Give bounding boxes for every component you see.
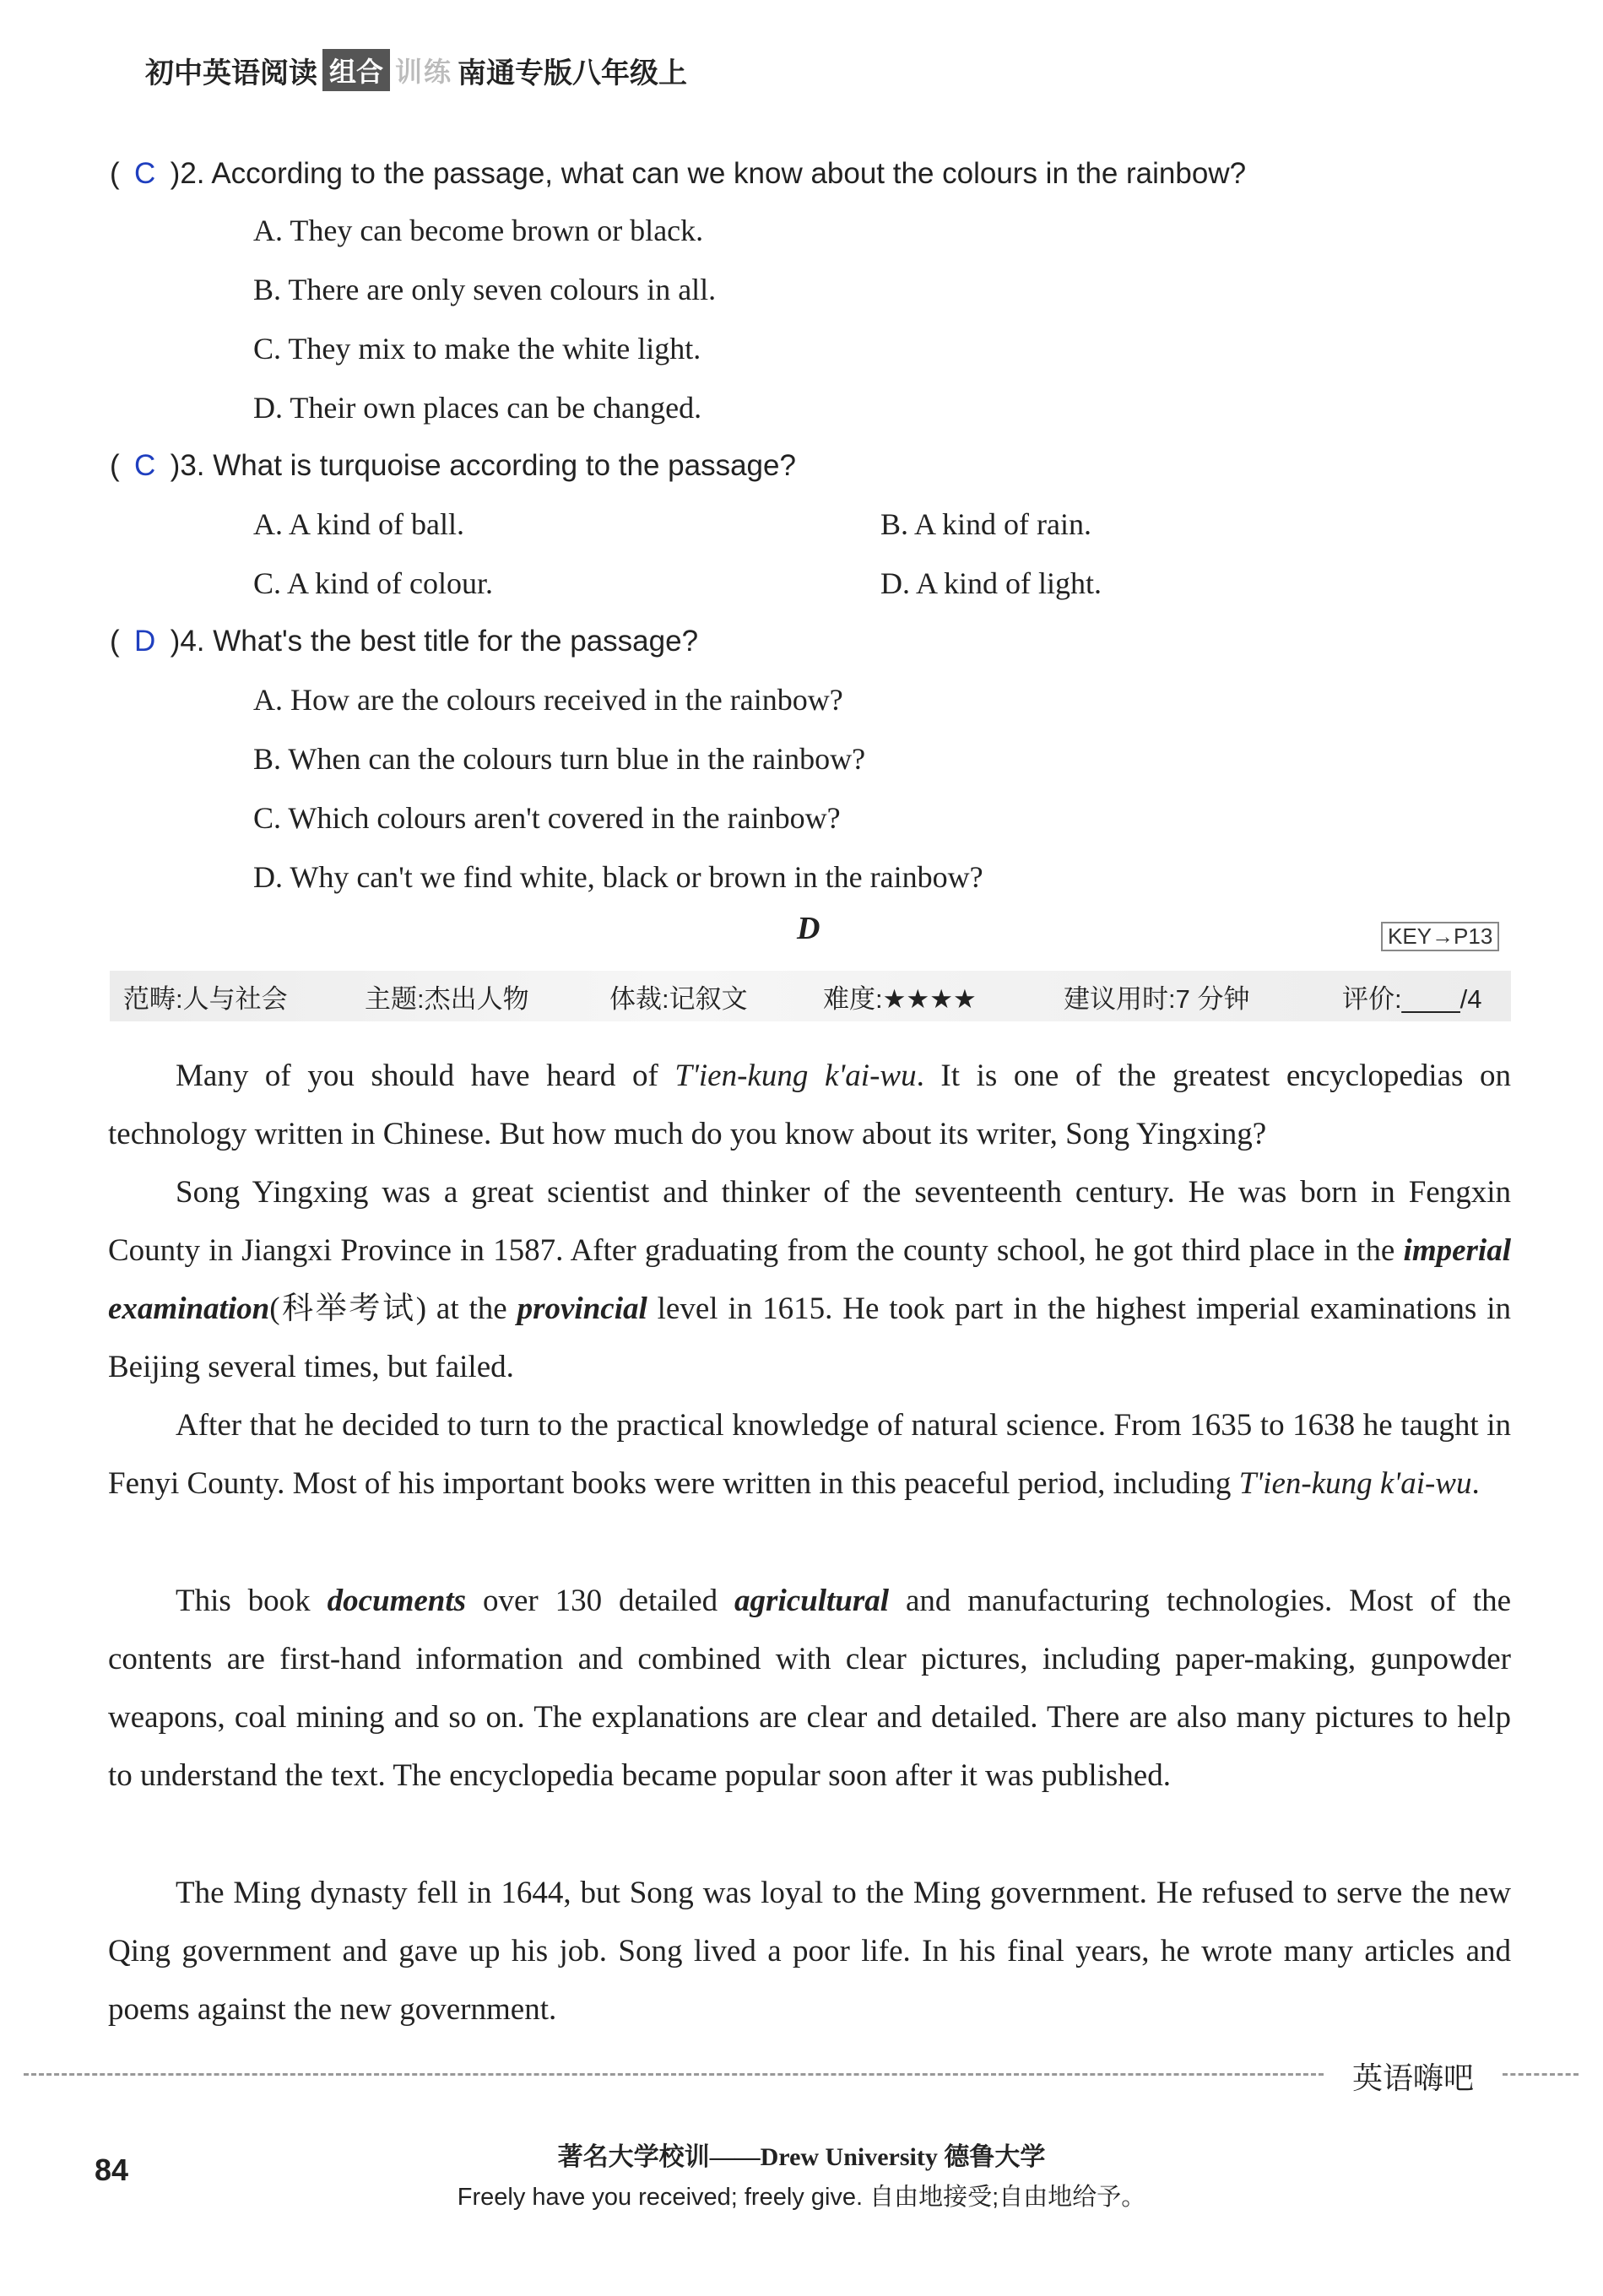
footer-divider-right: [1503, 2073, 1579, 2076]
question-3: ( C )3. What is turquoise according to the passage?: [110, 449, 796, 482]
info-genre: 体裁:记叙文: [609, 983, 748, 1014]
option-c: C. Which colours aren't covered in the rainbow?: [253, 801, 841, 835]
header-chip: 组合: [322, 49, 390, 91]
footer-divider: [24, 2073, 1324, 2076]
answer-mark: C: [134, 157, 156, 190]
answer-mark: D: [134, 625, 156, 658]
header-chip-faded: 训练: [395, 57, 453, 87]
passage-paragraph-5: The Ming dynasty fell in 1644, but Song was loyal to the Ming government. He refused to serve the new Qing government and gave up his job. Song lived a poor life. In his final years, he wrote many articles and poems against the new government.: [108, 1876, 1511, 2027]
book-title-italic: T'ien-kung k'ai-wu: [1238, 1466, 1472, 1501]
book-title-italic: T'ien-kung k'ai-wu: [674, 1059, 917, 1093]
edition-label: 南通专版八年级上: [458, 57, 688, 89]
page-number: 84: [95, 2152, 129, 2187]
question-stem: What is turquoise according to the passage?: [213, 449, 796, 482]
question-2: ( C )2. According to the passage, what can we know about the colours in the rainbow?: [110, 157, 1247, 190]
info-score: 评价:____/4: [1342, 983, 1482, 1014]
option-b: B. When can the colours turn blue in the rainbow?: [253, 742, 866, 776]
option-a: A. How are the colours received in the rainbow?: [253, 683, 843, 717]
keyword-imperial-examination: imperial examination: [108, 1233, 1511, 1326]
option-c: C. A kind of colour.: [253, 566, 494, 600]
info-difficulty: 难度:★★★★: [823, 983, 977, 1014]
book-title: 初中英语阅读: [145, 57, 317, 89]
brand-label: 英语嗨吧: [1352, 2060, 1475, 2095]
info-scope: 范畴:人与社会: [123, 983, 288, 1014]
question-stem: According to the passage, what can we know about the colours in the rainbow?: [211, 157, 1247, 190]
option-d: D. A kind of light.: [880, 566, 1102, 600]
keyword-provincial: provincial: [517, 1292, 647, 1326]
passage-paragraph-1: Many of you should have heard of T'ien-kung k'ai-wu. It is one of the greatest encyclopedias on technology written in Chinese. But how much do you know about its writer, Song Yingxing?: [108, 1059, 1512, 1151]
option-d: D. Why can't we find white, black or brown in the rainbow?: [253, 860, 983, 894]
answer-key-reference: KEY→P13: [1381, 922, 1499, 951]
option-a: A. They can become brown or black.: [253, 214, 704, 247]
question-stem: What's the best title for the passage?: [213, 625, 699, 658]
university-motto-title: 著名大学校训——Drew University 德鲁大学: [557, 2143, 1046, 2171]
option-b: B. There are only seven colours in all.: [253, 273, 717, 306]
question-number: 3.: [180, 449, 205, 482]
passage-paragraph-4: This book documents over 130 detailed agricultural and manufacturing technologies. Most of the contents are first-hand information and combined with clear pictures, including paper-making, gunpowder weapons, coal mining and so on. The explanations are clear and detailed. There are also many pictures to help to understand the text. The encyclopedia became popular soon after it was published.: [108, 1584, 1512, 1793]
option-c: C. They mix to make the white light.: [253, 332, 701, 366]
info-time: 建议用时:7 分钟: [1064, 983, 1250, 1014]
section-letter: D: [797, 911, 820, 946]
passage-info-bar: [110, 971, 1511, 1021]
keyword-documents: documents: [327, 1584, 467, 1618]
passage-paragraph-3: After that he decided to turn to the practical knowledge of natural science. From 1635 to 1638 he taught in Fenyi County. Most of his important books were written in this peaceful period, including T'ien-kung k'ai-wu.: [108, 1408, 1511, 1501]
keyword-agricultural: agricultural: [734, 1584, 890, 1618]
option-d: D. Their own places can be changed.: [253, 391, 702, 425]
answer-mark: C: [134, 449, 156, 482]
passage-paragraph-2: Song Yingxing was a great scientist and thinker of the seventeenth century. He was born in Fengxin County in Jiangxi Province in 1587. After graduating from the county school, he got third place in the imperial examination(科举考试) at the provincial level in 1615. He took part in the highest imperial examinations in Beijing several times, but failed.: [108, 1175, 1511, 1384]
option-b: B. A kind of rain.: [880, 507, 1091, 541]
info-theme: 主题:杰出人物: [365, 983, 529, 1014]
question-number: 4.: [180, 625, 205, 658]
page-header: [145, 49, 687, 91]
question-number: 2.: [180, 157, 205, 190]
question-4: ( D )4. What's the best title for the passage?: [110, 625, 699, 658]
university-motto: Freely have you received; freely give. 自由地接受;自由地给予。: [457, 2184, 1146, 2211]
option-a: A. A kind of ball.: [253, 507, 464, 541]
